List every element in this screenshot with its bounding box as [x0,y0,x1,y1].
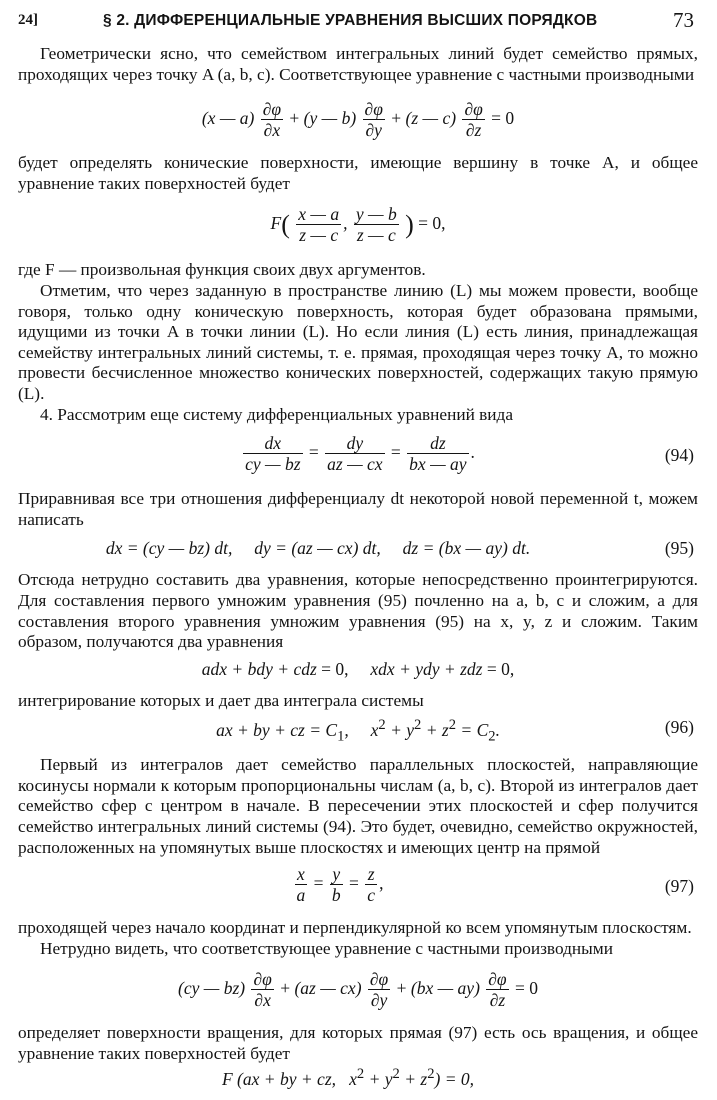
paragraph-8: интегрирование которых и дает два интеграла системы [18,690,424,710]
equation-rotation-general: F (ax + by + cz, $x^2 + y^2 + z^2) = 0$, [221,1066,475,1090]
equation-two-sums: adx + bdy + cdz = 0, xdx + ydy + zdz = 0, [201,658,515,679]
paragraph-12: определяет поверхности вращения, для которых прямая (97) есть ось вращения, и общее уравнение таких поверхностей будет [18,1023,698,1064]
paragraph-6: Приравнивая все три отношения дифференциалу dt некоторой новой переменной t, можем написать [18,489,698,529]
equation-pde-rotation: (cy — bz) $\frac{\partial\varphi}{\partial x}$ + (az — cx) $\frac{\partial\varphi}{\partial y}$ + (bx — ay) $\frac{\partial\varphi}{\partial z}$ = 0 [178,969,538,1011]
equation-94: $\frac{dx}{cy — bz}$ = $\frac{dy}{az — cx}$ = $\frac{dz}{bx — ay}$ . (94) [245,433,694,475]
section-number: 24] [18,12,38,28]
paragraph-4: Отметим, что через заданную в пространстве линию (L) мы можем провести, вообще говоря, только одну коническую поверхность, которая будет образована прямыми, идущими из точки A в точки линии (L). Но если линия (L) есть линия, принадлежащая семейству интегральных линий системы, т. е. прямая, проходящая через точку A, то можно провести бесчисленное множество конических поверхностей, содержащих такую прямую (L). [18,280,698,403]
equation-number-94: (94) [664,445,694,466]
page-number: 73 [673,8,694,32]
paragraph-9: Первый из интегралов дает семейство параллельных плоскостей, направляющие косинусы нормали к которым пропорциональны числам (a, b, c). Второй из интегралов дает семейство сфер с центром в начале. В пересечении этих плоскостей и сфер получится семейство интегральных линий системы (94). Это будет, очевидно, семейство окружностей, расположенных на упомянутых выше плоскостях и имеющих центр на прямой [18,755,698,857]
header-title: § 2. ДИФФЕРЕНЦИАЛЬНЫЕ УРАВНЕНИЯ ВЫСШИХ ПОРЯДКОВ [103,12,598,29]
equation-97: $\frac{x}{a}$ = $\frac{y}{b}$ = $\frac{z}{c}$ , (97) [296,864,694,906]
equation-number-97: (97) [664,876,694,897]
running-header [18,8,698,36]
equation-96: ax + by + cz = $C_1$, $x^2 + y^2 + z^2 = C_2$. (96) [216,717,694,745]
paragraph-5: 4. Рассмотрим еще систему дифференциальных уравнений вида [40,404,514,424]
paragraph-10: проходящей через начало координат и перпендикулярной ко всем упомянутым плоскостям. [18,918,692,938]
page [18,8,698,1093]
equation-95: dx = (cy — bz) dt, dy = (az — cx) dt, dz = (bx — ay) dt. (95) [105,538,694,559]
paragraph-1: Геометрически ясно, что семейством интегральных линий будет семейство прямых, проходящих через точку A (a, b, c). Соответствующее уравнение с частными производными [18,44,698,84]
equation-number-95: (95) [664,538,694,559]
equation-pde-cone: (x — a) $\frac{\partial\varphi}{\partial x}$ + (y — b) $\frac{\partial\varphi}{\partial y}$ + (z — c) $\frac{\partial\varphi}{\partial z}$ = 0 [201,99,515,141]
equation-number-96: (96) [664,717,694,738]
paragraph-2: будет определять конические поверхности, имеющие вершину в точке A, и общее уравнение таких поверхностей будет [18,153,698,193]
equation-cone-general: F( $\frac{x — a}{z — c}$ , $\frac{y — b}{z — c}$ ) = 0, [270,204,446,246]
paragraph-3: где F — произвольная функция своих двух аргументов. [18,260,426,280]
paragraph-11: Нетрудно видеть, что соответствующее уравнение с частными производными [40,938,613,958]
paragraph-7: Отсюда нетрудно составить два уравнения, которые непосредственно проинтегрируются. Для составления первого умножим уравнения (95) почленно на a, b, c и сложим, а для составления второго уравнения умножим уравнения (95) на x, y, z и сложим. Таким образом, получаются два уравнения [18,570,698,652]
